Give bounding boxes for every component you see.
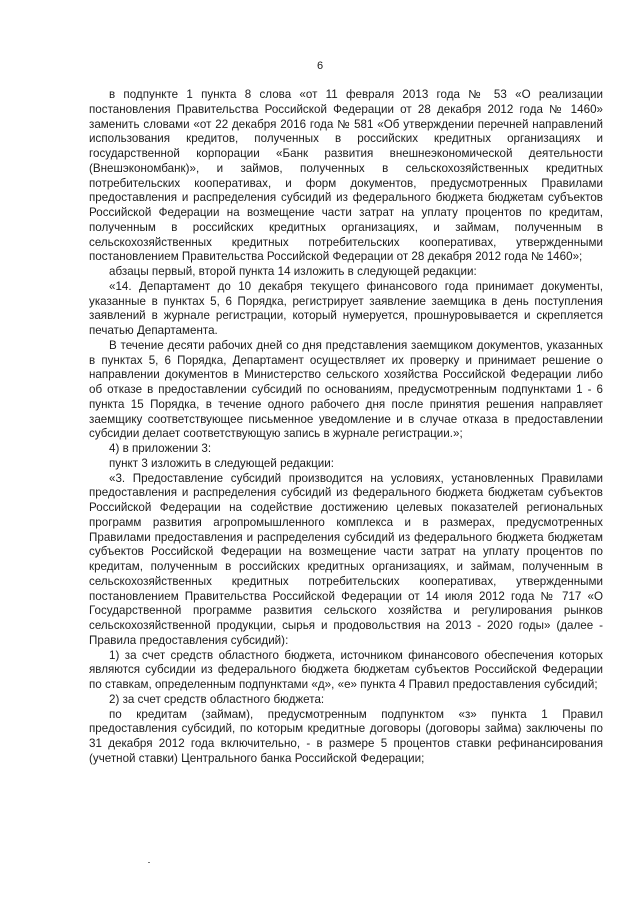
paragraph-subitem-2: 2) за счет средств областного бюджета: [109,692,325,706]
page-number: 6 [316,60,324,72]
scan-speck [148,862,150,863]
paragraph-item-3-text: «3. Предоставление субсидий производится на условиях, установленных Правилами предоставления и распределения субсидий из федерального бюджета бюджетам субъектов Российской Федерации на содействие достижению целевых показателей региональных программ развития агропромышленного комплекса и в размерах, предусмотренных Правилами предоставления и распределения субсидий из федерального бюджета бюджетам субъектов Российской Федерации на возмещение части затрат на уплату процентов по кредитам, полученным в российских кредитных организациях, и займам, полученным в сельскохозяйственных кредитных потребительских кооперативах, утвержденными постановлением Правительства Российской Федерации от 14 июля 2012 года № 717 «О Государственной программе развития сельского хозяйства и регулирования рынков сельскохозяйственной продукции, сырья и продовольствия на 2013 - 2020 годы» (далее - Правила предоставления субсидий): [89,471,603,647]
paragraph-subitem-2-credits: по кредитам (займам), предусмотренным подпунктом «з» пункта 1 Правил предоставления субсидий, по которым кредитные договоры (договоры займа) заключены по 31 декабря 2012 года включительно, - в размере 5 процентов ставки рефинансирования (учетной ставки) Центрального банка Российской Федерации; [89,707,603,765]
paragraph-item-3-intro: пункт 3 изложить в следующей редакции: [109,456,335,470]
paragraph-item-14-text: «14. Департамент до 10 декабря текущего финансового года принимает документы, указанные в пунктах 5, 6 Порядка, регистрирует заявление заемщика в день поступления заявлений в журнале регистрации, который нумеруется, прошнуровывается и скрепляется печатью Департамента. [89,279,603,337]
paragraph-appendix-3: 4) в приложении 3: [109,442,212,455]
paragraph-item-14-intro: абзацы первый, второй пункта 14 изложить в следующей редакции: [109,265,477,278]
document-body [89,88,603,767]
paragraph-subitem-1: 1) за счет средств областного бюджета, источником финансового обеспечения которых являются субсидии из федерального бюджета бюджетам субъектов Российской Федерации по ставкам, определенным подпунктами «д», «е» пункта 4 Правил предоставления субсидий; [89,648,603,691]
paragraph-item-14-review: В течение десяти рабочих дней со дня представления заемщиком документов, указанных в пунктах 5, 6 Порядка, Департамент осуществляет их проверку и принимает решение о направлении документов в Министерство сельского хозяйства Российской Федерации либо об отказе в предоставлении субсидий по основаниям, предусмотренным подпунктами 1 - 6 пункта 15 Порядка, в течение одного рабочего дня после принятия решения направляет заемщику соответствующее письменное уведомление и в случае отказа в предоставлении субсидии делает соответствующую запись в журнале регистрации.»; [89,338,603,441]
paragraph-amend-item-8: в подпункте 1 пункта 8 слова «от 11 февраля 2013 года № 53 «О реализации постановления Правительства Российской Федерации от 28 декабря 2012 года № 1460» заменить словами «от 22 декабря 2016 года № 581 «Об утверждении перечней направлений использования кредитов, полученных в российских кредитных организациях и государственной корпорации «Банк развития внешнеэкономической деятельности (Внешэкономбанк)», и займов, полученных в сельскохозяйственных кредитных потребительских кооперативах, и форм документов, предусмотренных Правилами предоставления и распределения субсидий из федерального бюджета бюджетам субъектов Российской Федерации на возмещение части затрат на уплату процентов по кредитам, полученным в российских кредитных организациях, и займам, полученным в сельскохозяйственных кредитных потребительских кооперативах, утвержденными постановлением Правительства Российской Федерации от 28 декабря 2012 года № 1460»; [89,88,603,264]
